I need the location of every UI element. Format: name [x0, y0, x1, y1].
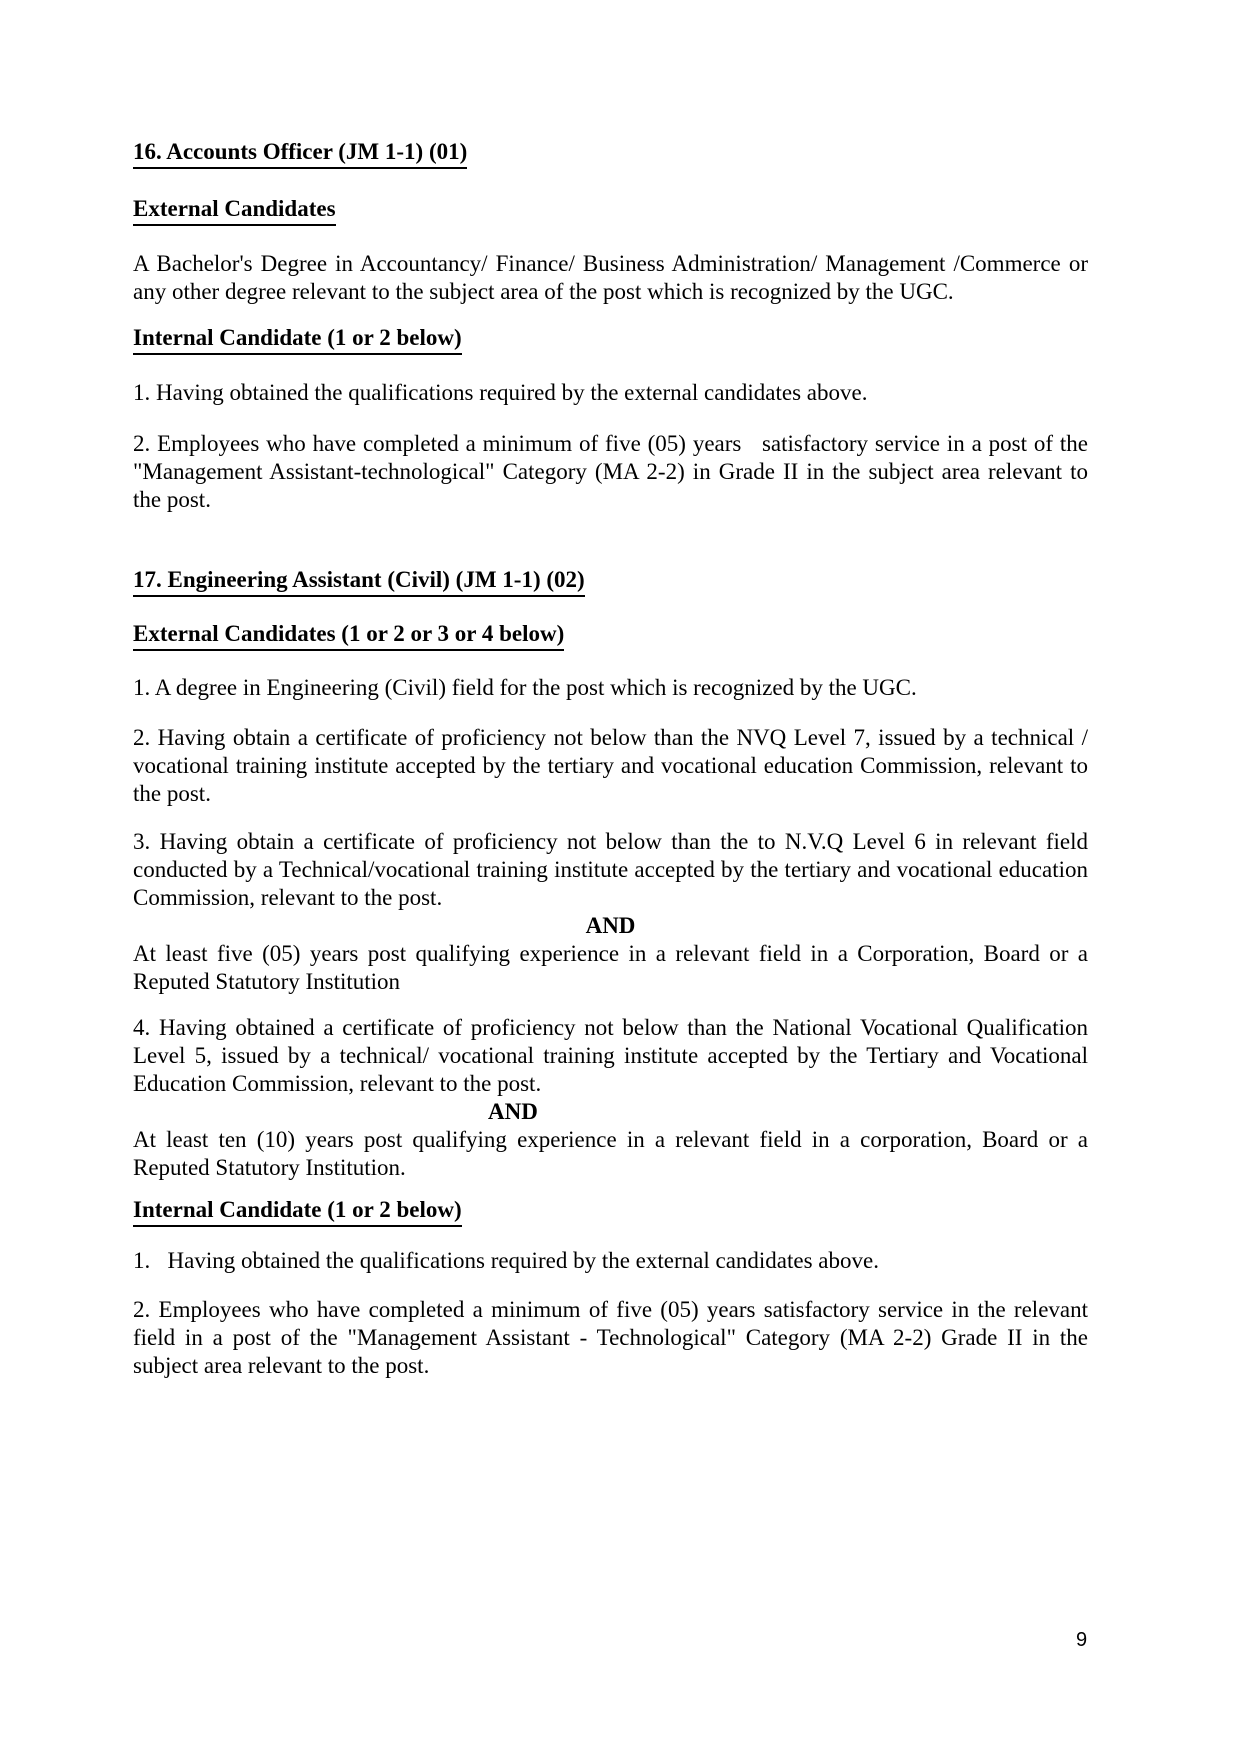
section-17-external-candidates-heading-text: External Candidates (1 or 2 or 3 or 4 below)	[133, 620, 564, 651]
section-17-external-item-4-group	[133, 1014, 1088, 1182]
section-17-external-item-4: 4. Having obtained a certificate of proficiency not below than the National Vocational Qualification Level 5, issued by a technical/ vocational training institute accepted by the Tertiary and Vocational Education Commission, relevant to the post.	[133, 1015, 1088, 1096]
section-17-title-text: 17. Engineering Assistant (Civil) (JM 1-1) (02)	[133, 566, 585, 597]
section-16-internal-candidate-heading	[133, 324, 1088, 355]
section-16-external-candidates-heading-text: External Candidates	[133, 195, 336, 226]
section-16-title-text: 16. Accounts Officer (JM 1-1) (01)	[133, 138, 467, 169]
section-16-internal-item-2: 2. Employees who have completed a minimum of five (05) years satisfactory service in a post of the "Management Assistant-technological" Category (MA 2-2) in Grade II in the subject area relevant to the post.	[133, 431, 1088, 512]
section-17-item-3-and-clause: At least five (05) years post qualifying experience in a relevant field in a Corporation, Board or a Reputed Statutory Institution	[133, 941, 1088, 994]
page-content	[133, 138, 1088, 1380]
section-17-internal-candidate-heading	[133, 1196, 1088, 1227]
section-16-external-requirement: A Bachelor's Degree in Accountancy/ Finance/ Business Administration/ Management /Commerce or any other degree relevant to the subject area of the post which is recognized by the UGC.	[133, 251, 1088, 304]
section-17-external-item-2: 2. Having obtain a certificate of proficiency not below than the NVQ Level 7, issued by a technical / vocational training institute accepted by the tertiary and vocational education Commission, relevant to the post.	[133, 725, 1088, 806]
section-17-external-candidates-heading	[133, 620, 1088, 651]
section-16-internal-item-1: 1. Having obtained the qualifications required by the external candidates above.	[133, 380, 868, 405]
section-17-title	[133, 566, 1088, 597]
section-17-item-4-and-clause: At least ten (10) years post qualifying experience in a relevant field in a corporation, Board or a Reputed Statutory Institution.	[133, 1127, 1088, 1180]
section-17-external-item-1: 1. A degree in Engineering (Civil) field for the post which is recognized by the UGC.	[133, 675, 917, 700]
section-16-external-candidates-heading	[133, 195, 1088, 226]
section-17-internal-item-1: 1. Having obtained the qualifications required by the external candidates above.	[133, 1248, 879, 1273]
section-17-internal-item-2: 2. Employees who have completed a minimum of five (05) years satisfactory service in the relevant field in a post of the "Management Assistant - Technological" Category (MA 2-2) Grade II in the subject area relevant to the post.	[133, 1297, 1088, 1378]
and-separator-1: AND	[585, 913, 636, 938]
section-17-external-item-3-group	[133, 828, 1088, 996]
section-17-internal-candidate-heading-text: Internal Candidate (1 or 2 below)	[133, 1196, 462, 1227]
section-17-external-item-3: 3. Having obtain a certificate of proficiency not below than the to N.V.Q Level 6 in relevant field conducted by a Technical/vocational training institute accepted by the tertiary and vocational education Commission, relevant to the post.	[133, 829, 1088, 910]
page-number: 9	[1076, 1629, 1088, 1651]
section-16-title	[133, 138, 1088, 169]
and-separator-2: AND	[488, 1099, 538, 1124]
section-16-internal-candidate-heading-text: Internal Candidate (1 or 2 below)	[133, 324, 462, 355]
